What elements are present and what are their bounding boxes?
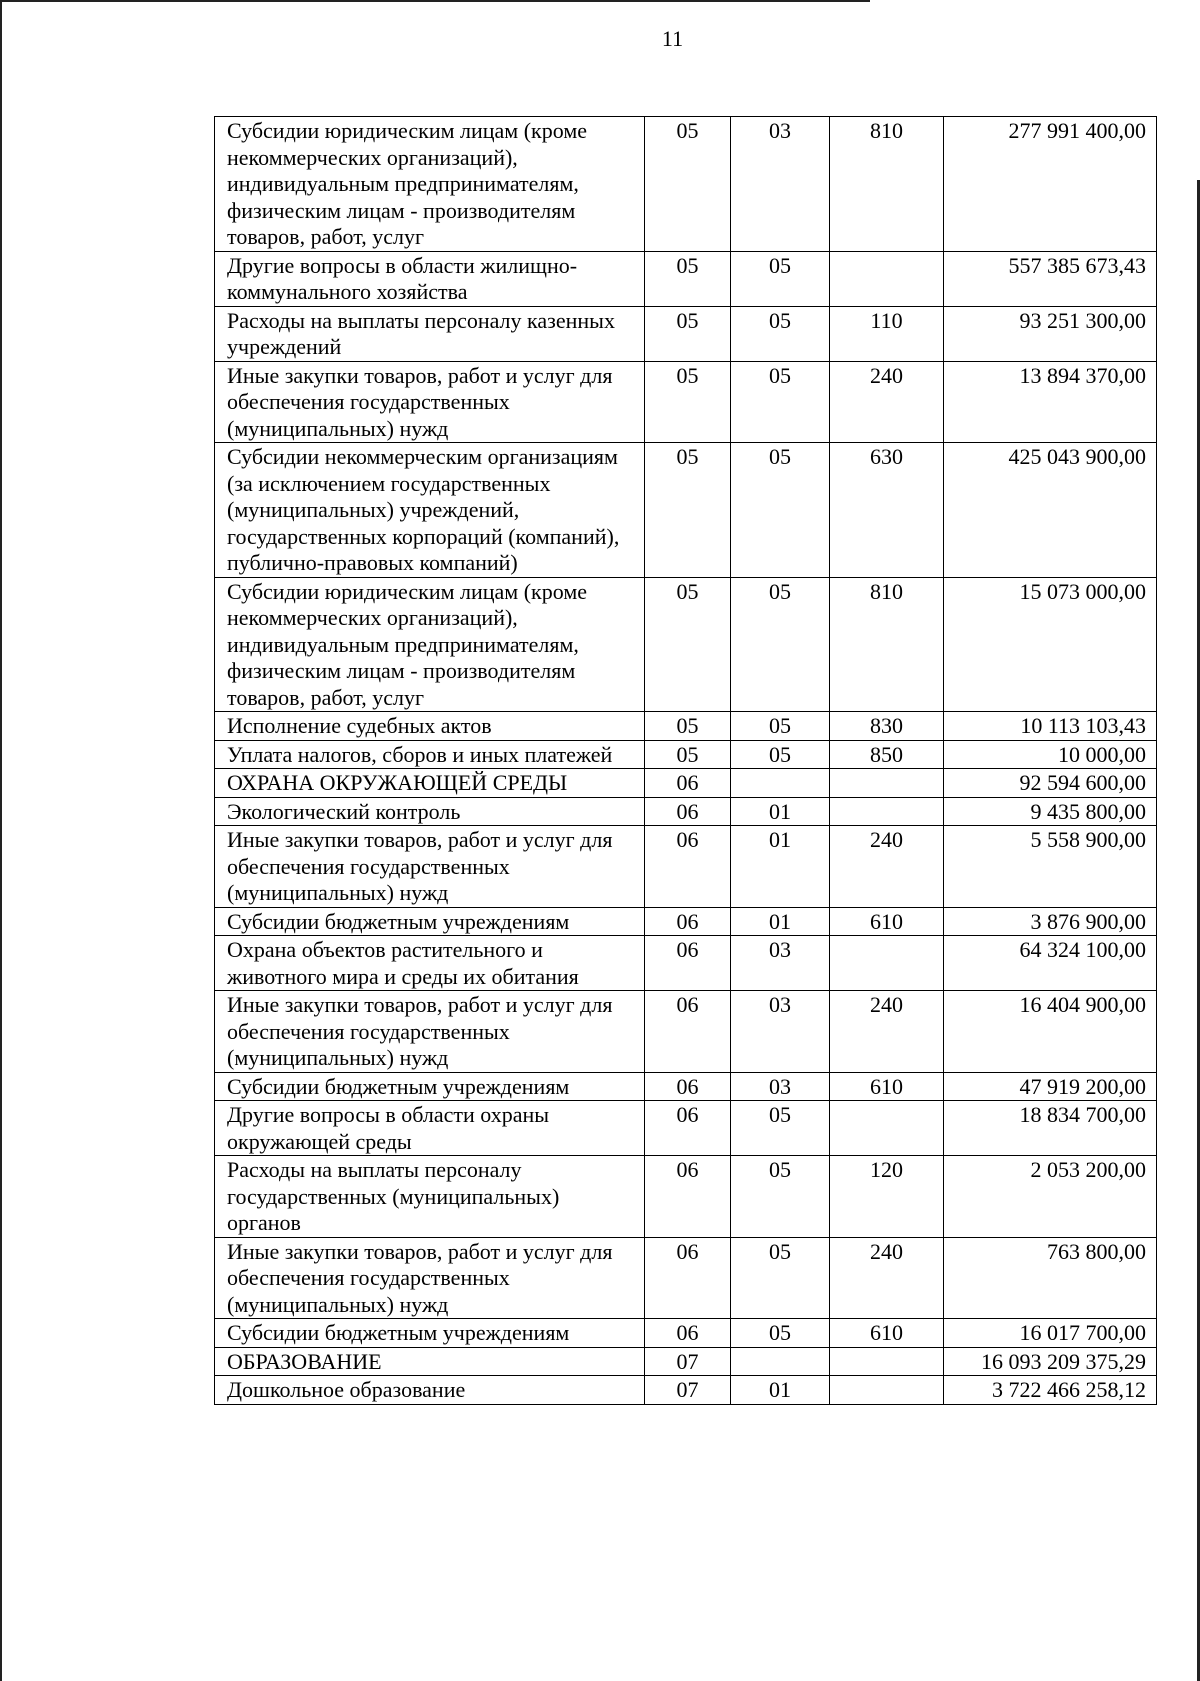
row-subsection-cell: 03 [731, 936, 830, 991]
table-row [215, 712, 1157, 741]
row-section-cell: 06 [645, 991, 731, 1073]
row-name-cell: Иные закупки товаров, работ и услуг для обеспечения государственных (муниципальных) нужд [215, 826, 645, 908]
row-amount-cell: 16 017 700,00 [944, 1319, 1157, 1348]
row-section-cell: 06 [645, 907, 731, 936]
row-subsection-cell: 05 [731, 712, 830, 741]
row-section-cell: 06 [645, 1072, 731, 1101]
row-subsection-cell: 05 [731, 577, 830, 712]
row-name-cell: Субсидии юридическим лицам (кроме некоммерческих организаций), индивидуальным предпринимателям, физическим лицам - производителям товаров, работ, услуг [215, 577, 645, 712]
table-row [215, 443, 1157, 578]
row-section-cell: 05 [645, 577, 731, 712]
row-name-cell: Иные закупки товаров, работ и услуг для обеспечения государственных (муниципальных) нужд [215, 1237, 645, 1319]
row-subsection-cell: 05 [731, 740, 830, 769]
row-section-cell: 06 [645, 826, 731, 908]
row-section-cell: 05 [645, 712, 731, 741]
row-expense-type-cell [830, 1101, 944, 1156]
row-expense-type-cell [830, 251, 944, 306]
row-amount-cell: 16 093 209 375,29 [944, 1347, 1157, 1376]
row-section-cell: 06 [645, 1237, 731, 1319]
table-row [215, 936, 1157, 991]
table-row [215, 361, 1157, 443]
row-expense-type-cell [830, 1347, 944, 1376]
table-row [215, 740, 1157, 769]
row-amount-cell: 763 800,00 [944, 1237, 1157, 1319]
row-amount-cell: 9 435 800,00 [944, 797, 1157, 826]
row-section-cell: 05 [645, 117, 731, 252]
row-amount-cell: 277 991 400,00 [944, 117, 1157, 252]
table-row [215, 1156, 1157, 1238]
row-expense-type-cell: 240 [830, 826, 944, 908]
table-row [215, 1072, 1157, 1101]
row-name-cell: Иные закупки товаров, работ и услуг для обеспечения государственных (муниципальных) нужд [215, 361, 645, 443]
row-subsection-cell: 01 [731, 1376, 830, 1405]
row-name-cell: Субсидии бюджетным учреждениям [215, 1319, 645, 1348]
row-section-cell: 05 [645, 361, 731, 443]
row-expense-type-cell: 850 [830, 740, 944, 769]
row-section-cell: 06 [645, 1156, 731, 1238]
row-subsection-cell: 01 [731, 907, 830, 936]
row-subsection-cell: 03 [731, 1072, 830, 1101]
row-name-cell: Другие вопросы в области охраны окружающей среды [215, 1101, 645, 1156]
row-expense-type-cell: 120 [830, 1156, 944, 1238]
table-row [215, 907, 1157, 936]
row-expense-type-cell [830, 1376, 944, 1405]
row-section-cell: 06 [645, 1101, 731, 1156]
row-amount-cell: 18 834 700,00 [944, 1101, 1157, 1156]
row-section-cell: 06 [645, 769, 731, 798]
row-expense-type-cell: 830 [830, 712, 944, 741]
row-expense-type-cell: 810 [830, 117, 944, 252]
scan-border-top [0, 0, 870, 2]
page-number: 11 [661, 26, 684, 51]
budget-table [214, 116, 1157, 1405]
row-name-cell: Субсидии бюджетным учреждениям [215, 907, 645, 936]
row-amount-cell: 92 594 600,00 [944, 769, 1157, 798]
table-row [215, 117, 1157, 252]
row-name-cell: Экологический контроль [215, 797, 645, 826]
row-name-cell: ОБРАЗОВАНИЕ [215, 1347, 645, 1376]
row-amount-cell: 5 558 900,00 [944, 826, 1157, 908]
row-section-cell: 05 [645, 443, 731, 578]
row-amount-cell: 425 043 900,00 [944, 443, 1157, 578]
row-name-cell: ОХРАНА ОКРУЖАЮЩЕЙ СРЕДЫ [215, 769, 645, 798]
table-row [215, 826, 1157, 908]
row-section-cell: 07 [645, 1376, 731, 1405]
row-amount-cell: 93 251 300,00 [944, 306, 1157, 361]
row-expense-type-cell [830, 936, 944, 991]
table-row [215, 1101, 1157, 1156]
row-name-cell: Дошкольное образование [215, 1376, 645, 1405]
row-subsection-cell: 05 [731, 361, 830, 443]
table-row [215, 1347, 1157, 1376]
row-amount-cell: 2 053 200,00 [944, 1156, 1157, 1238]
row-name-cell: Субсидии бюджетным учреждениям [215, 1072, 645, 1101]
row-name-cell: Иные закупки товаров, работ и услуг для обеспечения государственных (муниципальных) нужд [215, 991, 645, 1073]
table-row [215, 1319, 1157, 1348]
row-expense-type-cell [830, 797, 944, 826]
row-subsection-cell: 05 [731, 1156, 830, 1238]
row-amount-cell: 10 000,00 [944, 740, 1157, 769]
row-section-cell: 05 [645, 740, 731, 769]
row-amount-cell: 557 385 673,43 [944, 251, 1157, 306]
row-name-cell: Исполнение судебных актов [215, 712, 645, 741]
row-name-cell: Субсидии некоммерческим организациям (за исключением государственных (муниципальных) учреждений, государственных корпораций (компаний), публично-правовых компаний) [215, 443, 645, 578]
table-row [215, 797, 1157, 826]
row-subsection-cell: 03 [731, 991, 830, 1073]
row-section-cell: 05 [645, 306, 731, 361]
row-name-cell: Расходы на выплаты персоналу казенных учреждений [215, 306, 645, 361]
row-expense-type-cell: 810 [830, 577, 944, 712]
budget-table-body [215, 117, 1157, 1405]
row-expense-type-cell: 610 [830, 907, 944, 936]
table-row [215, 251, 1157, 306]
row-amount-cell: 16 404 900,00 [944, 991, 1157, 1073]
table-row [215, 306, 1157, 361]
table-row [215, 769, 1157, 798]
row-amount-cell: 64 324 100,00 [944, 936, 1157, 991]
row-expense-type-cell: 240 [830, 991, 944, 1073]
row-subsection-cell: 03 [731, 117, 830, 252]
row-section-cell: 07 [645, 1347, 731, 1376]
row-subsection-cell: 05 [731, 1101, 830, 1156]
row-section-cell: 06 [645, 797, 731, 826]
row-name-cell: Расходы на выплаты персоналу государственных (муниципальных) органов [215, 1156, 645, 1238]
row-expense-type-cell: 610 [830, 1319, 944, 1348]
row-name-cell: Уплата налогов, сборов и иных платежей [215, 740, 645, 769]
table-row [215, 991, 1157, 1073]
row-subsection-cell: 01 [731, 826, 830, 908]
row-section-cell: 06 [645, 1319, 731, 1348]
row-subsection-cell [731, 769, 830, 798]
row-subsection-cell: 05 [731, 251, 830, 306]
row-amount-cell: 3 722 466 258,12 [944, 1376, 1157, 1405]
row-subsection-cell: 05 [731, 1237, 830, 1319]
row-amount-cell: 10 113 103,43 [944, 712, 1157, 741]
row-subsection-cell: 05 [731, 1319, 830, 1348]
row-name-cell: Другие вопросы в области жилищно-коммунального хозяйства [215, 251, 645, 306]
row-expense-type-cell: 110 [830, 306, 944, 361]
row-expense-type-cell: 630 [830, 443, 944, 578]
row-name-cell: Субсидии юридическим лицам (кроме некоммерческих организаций), индивидуальным предпринимателям, физическим лицам - производителям товаров, работ, услуг [215, 117, 645, 252]
table-row [215, 1376, 1157, 1405]
row-expense-type-cell: 610 [830, 1072, 944, 1101]
scan-border-left [0, 0, 2, 1681]
row-section-cell: 05 [645, 251, 731, 306]
row-amount-cell: 47 919 200,00 [944, 1072, 1157, 1101]
row-expense-type-cell [830, 769, 944, 798]
row-expense-type-cell: 240 [830, 1237, 944, 1319]
table-row [215, 577, 1157, 712]
row-amount-cell: 3 876 900,00 [944, 907, 1157, 936]
row-name-cell: Охрана объектов растительного и животного мира и среды их обитания [215, 936, 645, 991]
row-section-cell: 06 [645, 936, 731, 991]
row-expense-type-cell: 240 [830, 361, 944, 443]
row-subsection-cell: 05 [731, 306, 830, 361]
row-amount-cell: 15 073 000,00 [944, 577, 1157, 712]
row-subsection-cell: 01 [731, 797, 830, 826]
row-subsection-cell: 05 [731, 443, 830, 578]
table-row [215, 1237, 1157, 1319]
row-amount-cell: 13 894 370,00 [944, 361, 1157, 443]
row-subsection-cell [731, 1347, 830, 1376]
